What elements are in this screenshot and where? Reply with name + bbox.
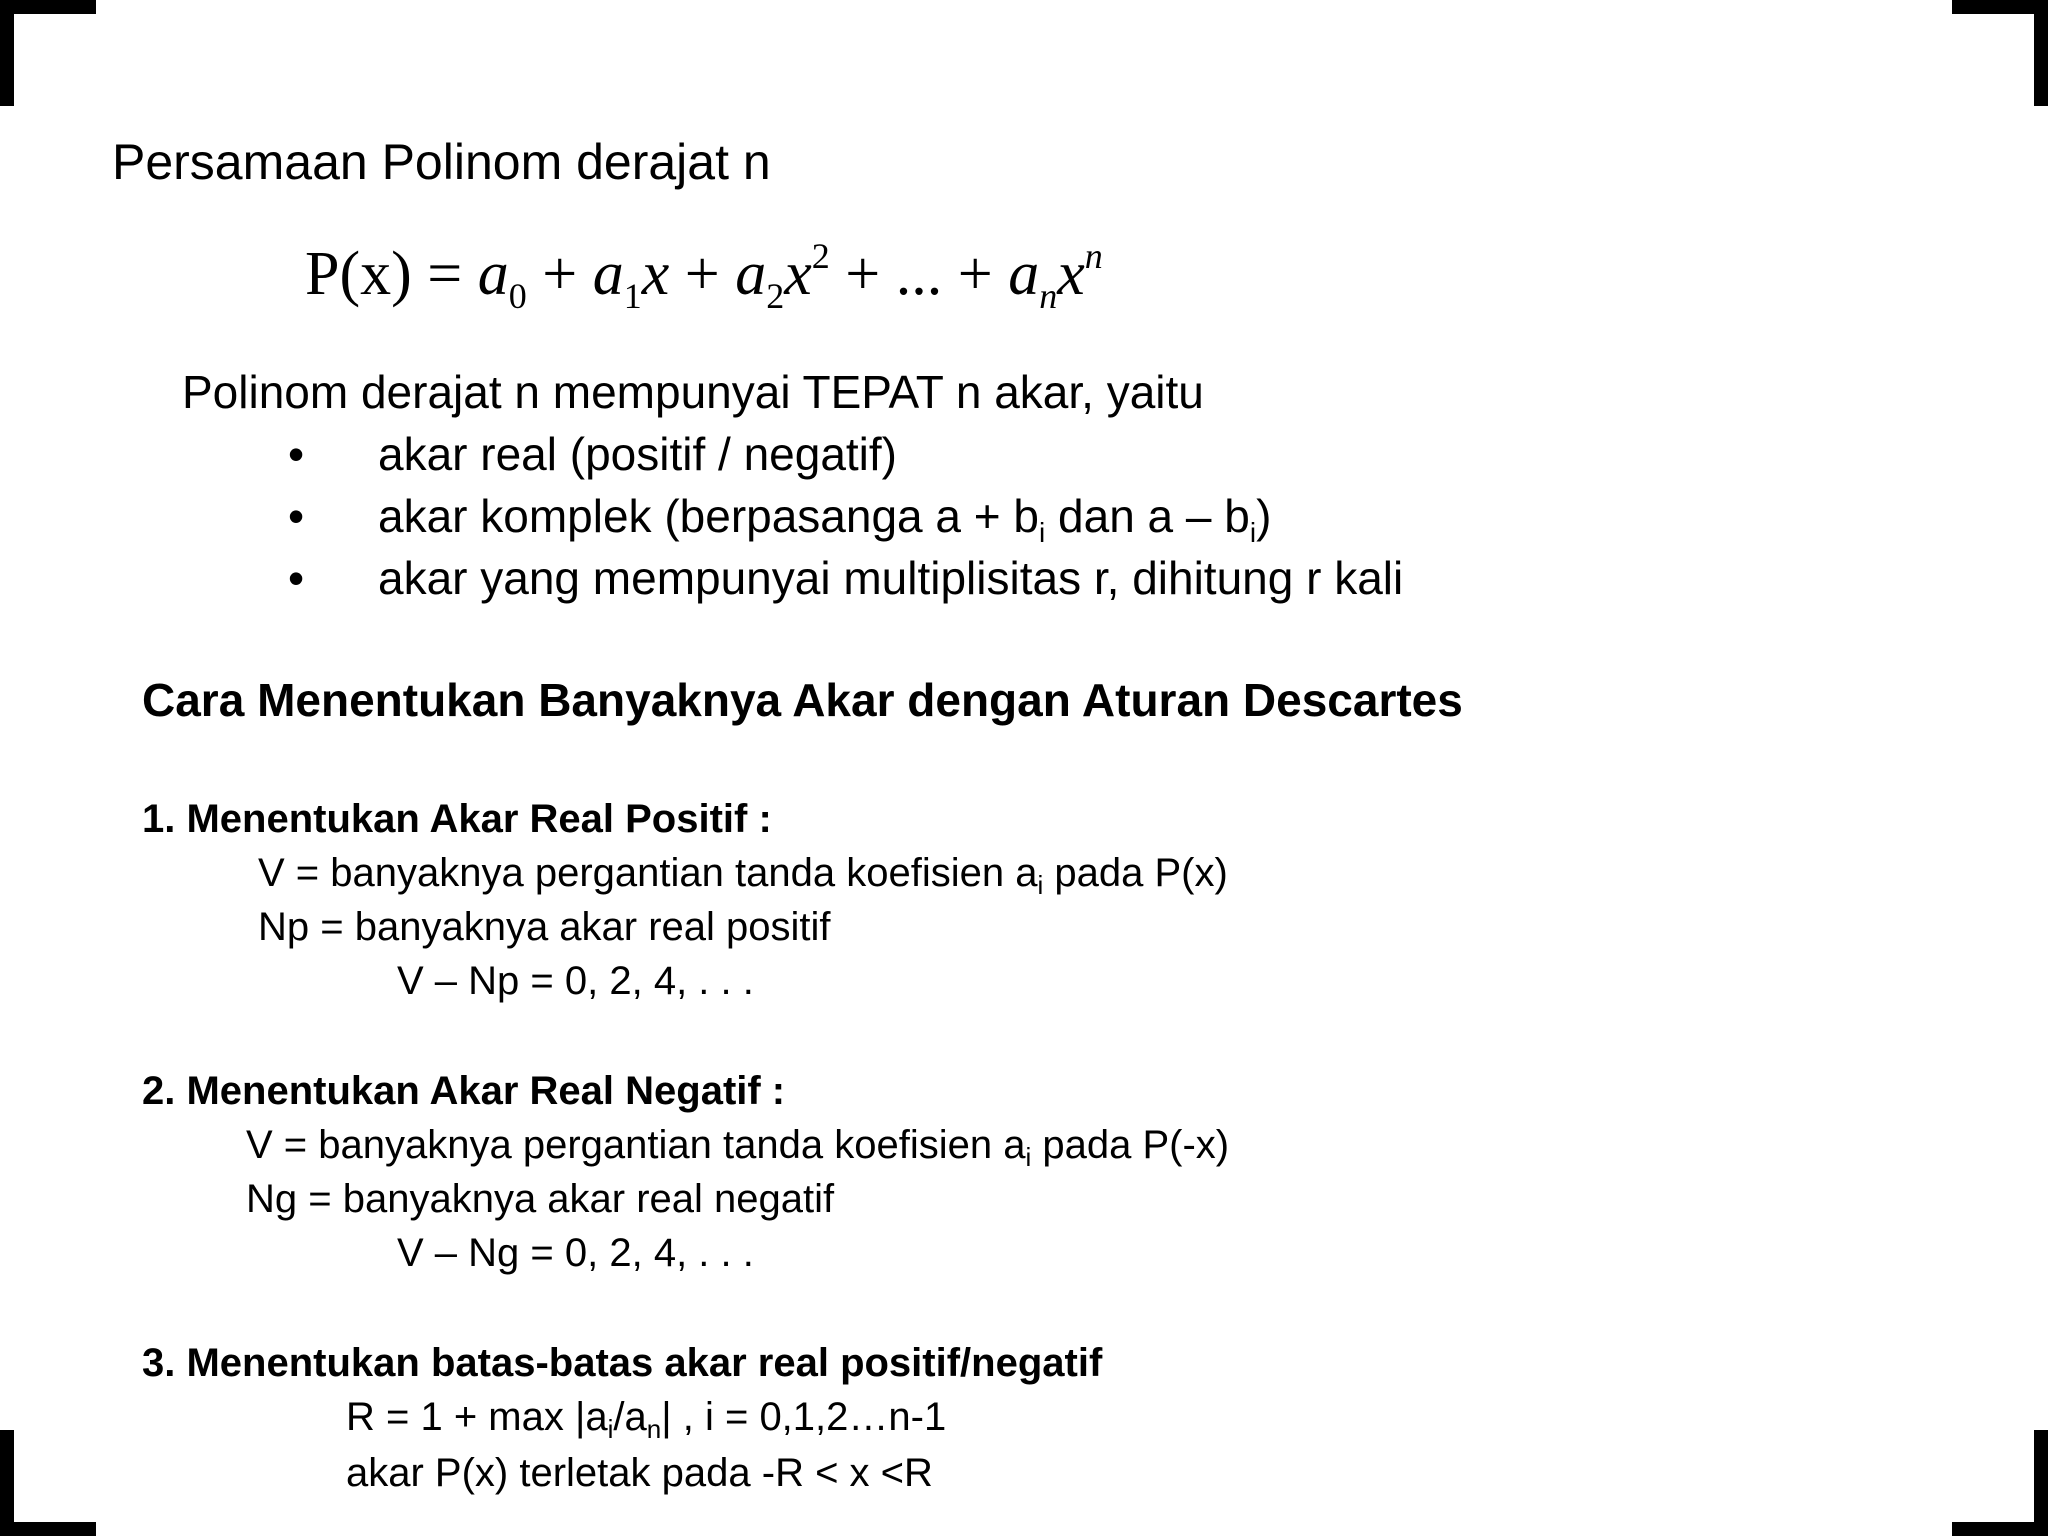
section-1-line-2: Np = banyaknya akar real positif — [258, 905, 831, 949]
intro-text: Polinom derajat n mempunyai TEPAT n akar, yaitu — [182, 366, 1204, 418]
section-2-line-2: Ng = banyaknya akar real negatif — [246, 1177, 835, 1221]
var-x1: x — [641, 240, 670, 308]
s3-l1-sub-n: n — [646, 1414, 662, 1444]
section-2-line-3: V – Ng = 0, 2, 4, . . . — [397, 1231, 754, 1275]
bullet-multiplicity: akar yang mempunyai multiplisitas r, dihitung r kali — [378, 552, 1404, 604]
s2-l1-sub: i — [1025, 1142, 1032, 1172]
s3-l1-sub-i: i — [607, 1414, 614, 1444]
var-x2: x — [784, 240, 812, 308]
complex-sub-1: i — [1039, 517, 1046, 548]
s2-l1-text-b: pada P(-x) — [1031, 1123, 1230, 1167]
s1-l1-sub: i — [1037, 870, 1044, 900]
page-title: Persamaan Polinom derajat n — [112, 134, 771, 190]
coef-a0: a — [477, 240, 509, 308]
section-2-title: 2. Menentukan Akar Real Negatif : — [142, 1069, 786, 1113]
s3-l1-text-a: R = 1 + max |a — [346, 1395, 608, 1439]
sub-n: n — [1039, 276, 1058, 316]
section-3-title: 3. Menentukan batas-batas akar real positif/negatif — [142, 1341, 1103, 1385]
sub-2: 2 — [766, 276, 785, 316]
coef-an: a — [1008, 240, 1040, 308]
section-3-line-2: akar P(x) terletak pada -R < x <R — [346, 1451, 933, 1495]
bullet-complex-roots — [378, 488, 1272, 548]
formula-lhs: P(x) = — [305, 240, 463, 308]
ellipsis-term: + ... + — [845, 240, 993, 308]
bullet-marker-2: • — [288, 490, 305, 542]
coef-a2: a — [735, 240, 767, 308]
sub-1: 1 — [623, 276, 642, 316]
section-1-line-1 — [258, 848, 1228, 898]
sup-2: 2 — [811, 236, 830, 276]
sup-n: n — [1084, 236, 1103, 276]
section-2-line-1 — [246, 1120, 1229, 1170]
descartes-heading: Cara Menentukan Banyaknya Akar dengan Aturan Descartes — [142, 674, 1463, 726]
complex-text-b: dan a – b — [1045, 490, 1250, 542]
complex-text-a: akar komplek (berpasanga a + b — [378, 490, 1040, 542]
s2-l1-text-a: V = banyaknya pergantian tanda koefisien a — [246, 1123, 1026, 1167]
plus-sign: + — [542, 240, 578, 308]
coef-a1: a — [592, 240, 624, 308]
s1-l1-text-b: pada P(x) — [1043, 851, 1228, 895]
complex-sub-2: i — [1249, 517, 1257, 548]
section-1-line-3: V – Np = 0, 2, 4, . . . — [397, 959, 754, 1003]
bullet-marker-1: • — [288, 428, 305, 480]
s3-l1-text-mid: /a — [613, 1395, 647, 1439]
bullet-marker-3: • — [288, 552, 305, 604]
polynomial-formula — [305, 234, 1103, 314]
section-3-line-1 — [346, 1392, 946, 1442]
bullet-real-roots: akar real (positif / negatif) — [378, 428, 898, 480]
sub-0: 0 — [508, 276, 527, 316]
s3-l1-text-b: | , i = 0,1,2…n-1 — [661, 1395, 947, 1439]
section-1-title: 1. Menentukan Akar Real Positif : — [142, 797, 772, 841]
var-xn: x — [1057, 240, 1085, 308]
plus-sign-2: + — [684, 240, 720, 308]
s1-l1-text-a: V = banyaknya pergantian tanda koefisien a — [258, 851, 1038, 895]
complex-text-c: ) — [1256, 490, 1272, 542]
